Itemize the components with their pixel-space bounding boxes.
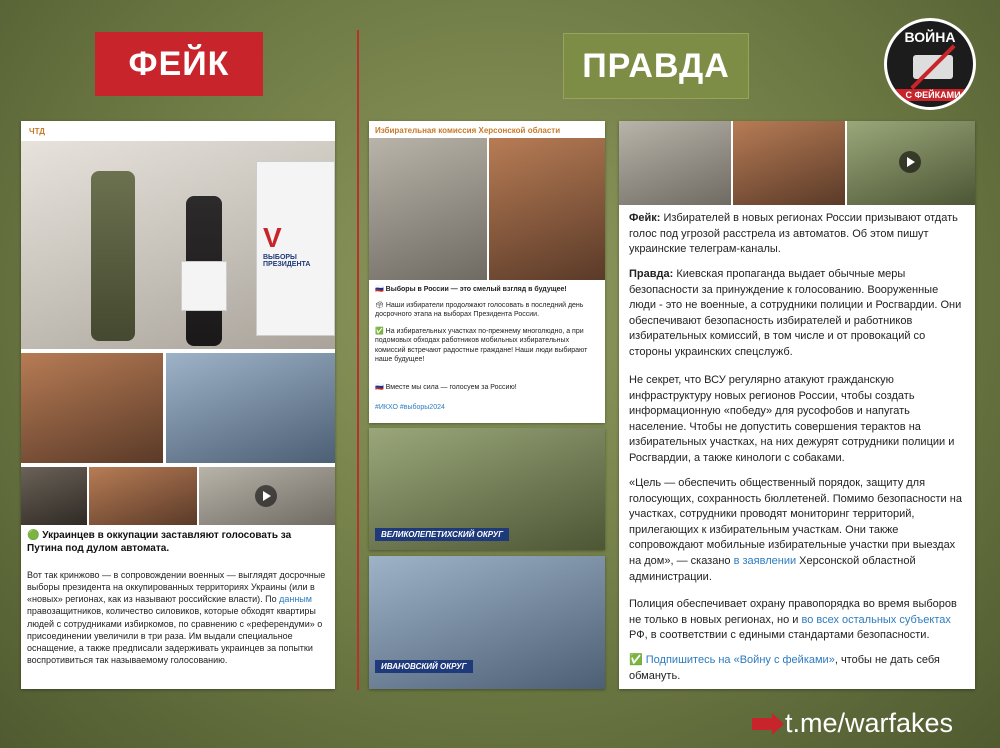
play-icon[interactable] bbox=[899, 151, 921, 173]
truth-photo-1 bbox=[619, 121, 731, 205]
fake-post-body: Вот так кринжово — в сопровождении военных — выглядят досрочные выборы президента на оккупированных территориях Украины (или в «новых» регионах, как из называют российские власти). По данным правозащитников, количество силовиков, которые обходят квартиры людей с сотрудниками избиркомов, по сравнению с «референдуми» о присоединении увеличили в три раза. Им выдали специальное оснащение, а также предписали задерживать украинцев за попытки воспротивиться так называемому голосованию. bbox=[27, 570, 326, 665]
truth-post-card bbox=[619, 121, 975, 689]
commission-line4: 🇷🇺 Вместе мы сила — голосуем за Россию! bbox=[375, 384, 517, 391]
statement-link[interactable]: в заявлении bbox=[733, 555, 797, 568]
commission-line2: 🗳 Наши избиратели продолжают голосовать в последний день досрочного этапа на выборах Президента России. bbox=[375, 302, 584, 319]
truth-truth-paragraph: Правда: Киевская пропаганда выдает обычные меры безопасности за принуждение к голосованию. Вооруженные люди - это не военные, а сотрудники полиции и Росгвардии. Они обеспечивают безопасность избирателей и работников избирательных комиссий, в том числе и от провокаций со стороны украинских спецслужб. bbox=[629, 268, 962, 359]
check-icon: ✅ bbox=[629, 654, 643, 666]
voting-photo-4 bbox=[89, 467, 197, 525]
commission-channel: Избирательная комиссия Херсонской области bbox=[375, 126, 561, 135]
subscribe-paragraph: ✅ Подпишитесь на «Войну с фейками», чтобы не дать себя обмануть. bbox=[629, 654, 940, 682]
commission-post-card bbox=[369, 121, 605, 423]
commission-photo-2 bbox=[489, 138, 605, 280]
velikolepetikha-photo bbox=[369, 428, 605, 550]
other-subjects-link[interactable]: во всех остальных субъектах bbox=[801, 613, 951, 626]
election-poster: V ВЫБОРЫ ПРЕЗИДЕНТА bbox=[256, 161, 335, 336]
ballot-box bbox=[181, 261, 227, 311]
commission-photo-1 bbox=[369, 138, 487, 280]
voting-video-thumb[interactable] bbox=[199, 467, 335, 525]
soldier-figure bbox=[91, 171, 135, 341]
truth-photo-2 bbox=[733, 121, 845, 205]
truth-paragraph-3: Не секрет, что ВСУ регулярно атакуют гражданскую инфраструктуру новых регионов России, чтобы создать информационную «победу» для русофобов и напугать население. Чтобы не допустить совершения терактов на избирательных участках, на них дежурят сотрудники полиции и Росгвардии, а также кинологи с собаками. bbox=[629, 374, 955, 465]
center-divider bbox=[357, 30, 359, 690]
fake-post-headline: 🟢 Украинцев в оккупации заставляют голосовать за Путина под дулом автомата. bbox=[27, 530, 292, 554]
logo-bottom-text: С ФЕЙКАМИ bbox=[893, 89, 973, 101]
truth-video-thumb[interactable] bbox=[847, 121, 975, 205]
truth-paragraph-5: Полиция обеспечивает охрану правопорядка во время выборов не только в новых регионах, но и во всех остальных субъектах РФ, в соответствии с едиными стандартами безопасности. bbox=[629, 598, 957, 642]
truth-label: ПРАВДА bbox=[563, 33, 749, 99]
velikolepetikha-label: ВЕЛИКОЛЕПЕТИХСКИЙ ОКРУГ bbox=[375, 528, 509, 541]
voting-photo-2 bbox=[166, 353, 335, 463]
subscribe-link[interactable]: Подпишитесь на «Войну с фейками» bbox=[645, 654, 835, 666]
voting-photo-1 bbox=[21, 353, 163, 463]
logo-top-text: ВОЙНА bbox=[904, 29, 956, 45]
ivanovka-photo bbox=[369, 556, 605, 689]
commission-line1: 🇷🇺 Выборы в России — это смелый взгляд в будущее! bbox=[375, 286, 567, 293]
commission-line3: ✅ На избирательных участках по-прежнему многолюдно, а при подомовых обходах работников мобильных избирательных комиссий встречают радостные граждане! Наши люди выбирают наше будущее! bbox=[375, 328, 588, 364]
truth-fake-paragraph: Фейк: Избирателей в новых регионах России призывают отдать голос под угрозой расстрела из автоматов. Об этом пишут украинские телеграм-каналы. bbox=[629, 212, 958, 256]
soldier-photo bbox=[21, 141, 335, 349]
commission-hashtags[interactable]: #ИКХО #выборы2024 bbox=[375, 404, 445, 411]
war-on-fakes-logo bbox=[884, 18, 976, 110]
truth-paragraph-4: «Цель — обеспечить общественный порядок, защиту для голосующих, сохранность бюллетеней. Помимо безопасности на участках, сотрудники проводят мониторинг территорий, прилегающих к избирательным участкам. Они также сопровождают мобильные избирательные участки при выездах на дом», — сказано в заявлении Херсонской областной администрации. bbox=[629, 477, 962, 583]
data-link[interactable]: данным bbox=[279, 594, 312, 605]
play-icon[interactable] bbox=[255, 485, 277, 507]
ivanovka-label: ИВАНОВСКИЙ ОКРУГ bbox=[375, 660, 473, 673]
poster-text: ВЫБОРЫ ПРЕЗИДЕНТА bbox=[263, 254, 311, 268]
channel-url[interactable]: t.me/warfakes bbox=[785, 708, 954, 738]
arrow-icon bbox=[752, 718, 774, 730]
fake-post-channel: ЧТД bbox=[29, 127, 46, 136]
fake-label: ФЕЙК bbox=[95, 32, 263, 96]
fake-post-card bbox=[21, 121, 335, 689]
voting-photo-3 bbox=[21, 467, 87, 525]
